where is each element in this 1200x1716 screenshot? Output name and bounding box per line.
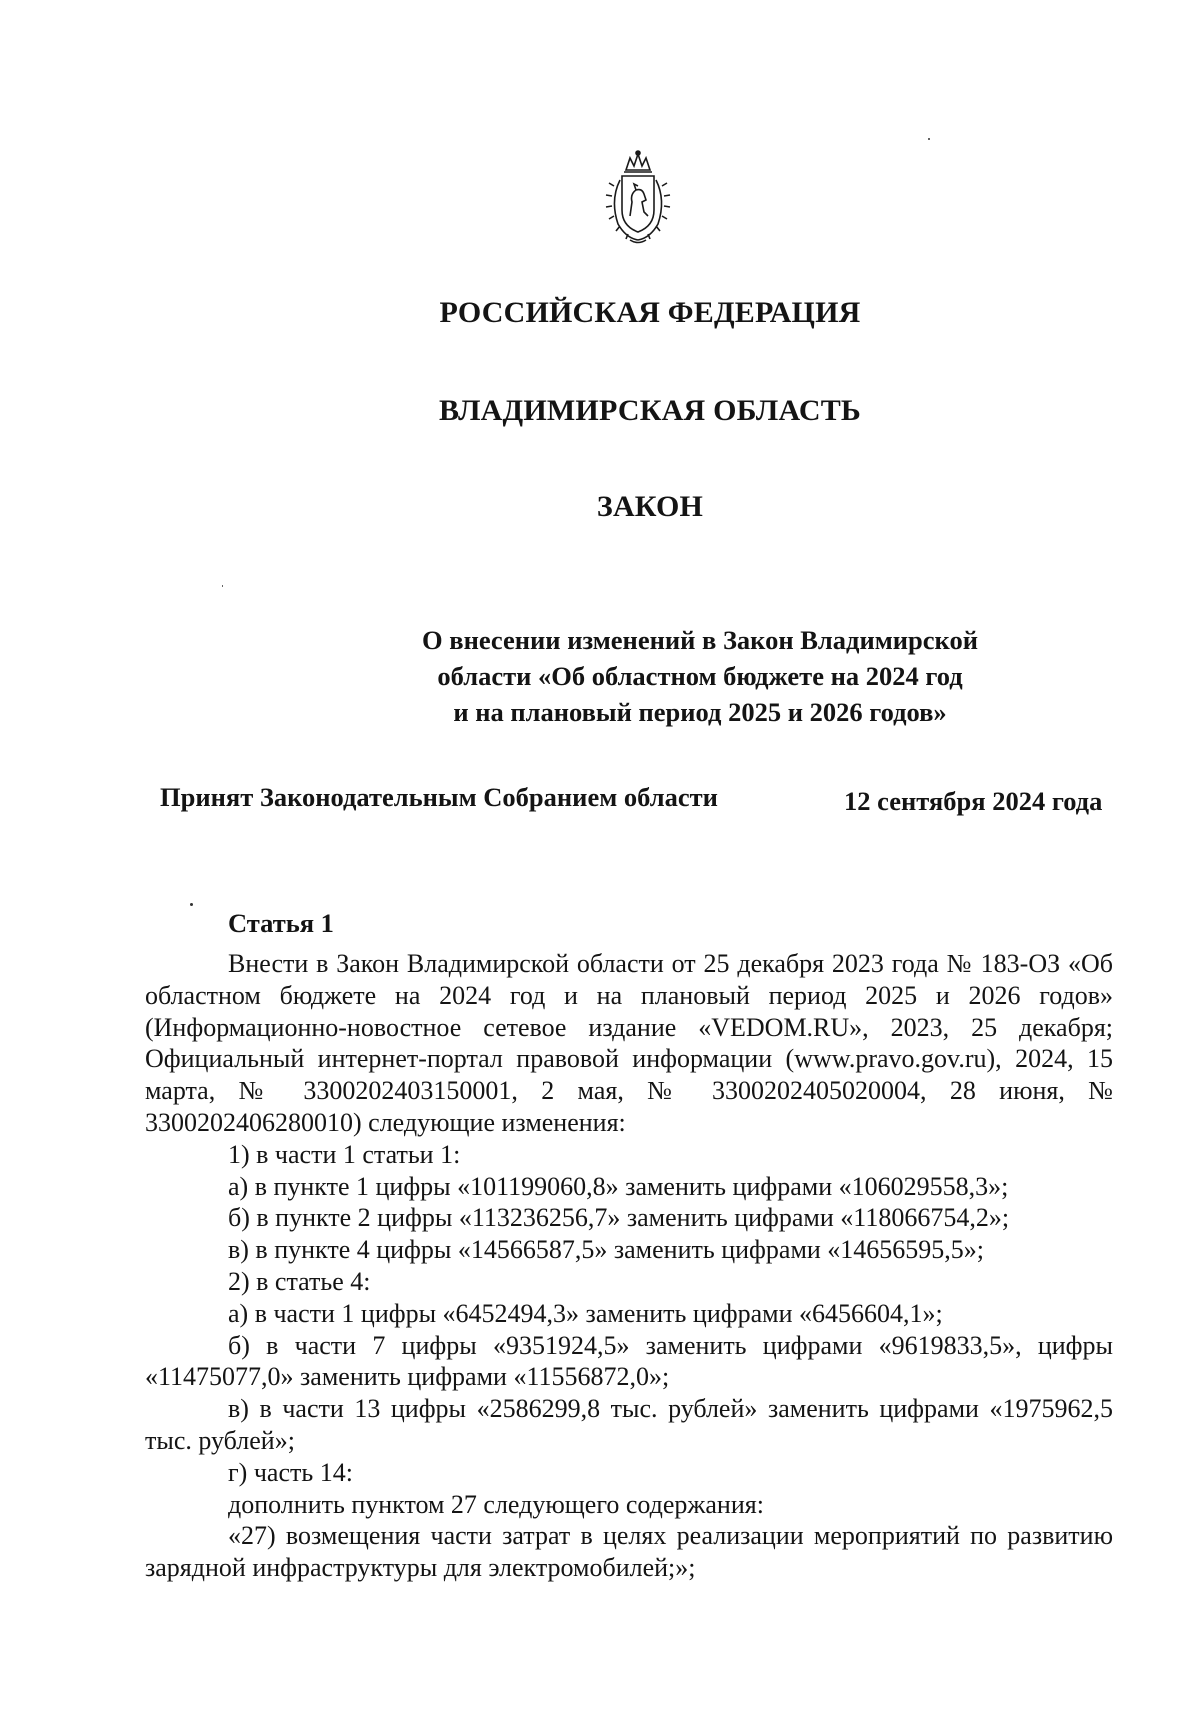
law-title-line: О внесении изменений в Закон Владимирской [422, 625, 978, 655]
article-paragraph: а) в пункте 1 цифры «101199060,8» заменить цифрами «106029558,3»; [228, 1171, 1009, 1201]
article-body [145, 948, 1113, 1584]
article-paragraph: «27) возмещения части затрат в целях реализации мероприятий по развитию зарядной инфраструктуры для электромобилей;»; [145, 1521, 1113, 1583]
law-title [250, 622, 1150, 730]
article-paragraph: г) часть 14: [228, 1457, 353, 1487]
scan-speck [222, 585, 223, 587]
article-paragraph: 2) в статье 4: [228, 1266, 371, 1296]
region-heading: ВЛАДИМИРСКАЯ ОБЛАСТЬ [439, 394, 861, 427]
article-paragraph: б) в пункте 2 цифры «113236256,7» заменить цифрами «118066754,2»; [228, 1203, 1010, 1233]
coat-of-arms-icon [600, 150, 676, 246]
article-paragraph: а) в части 1 цифры «6452494,3» заменить цифрами «6456604,1»; [228, 1298, 943, 1328]
article-paragraph: в) в части 13 цифры «2586299,8 тыс. рублей» заменить цифрами «1975962,5 тыс. рублей»; [145, 1394, 1113, 1455]
article-paragraph: в) в пункте 4 цифры «14566587,5» заменить цифрами «14656595,5»; [228, 1235, 985, 1265]
article-paragraph: дополнить пунктом 27 следующего содержания: [228, 1489, 764, 1519]
law-title-line: и на плановый период 2025 и 2026 годов» [453, 697, 947, 727]
article-paragraph: Внести в Закон Владимирской области от 25 декабря 2023 года № 183-ОЗ «Об областном бюджете на 2024 год и на плановый период 2025 и 2026 годов» (Информационно-новостное сетевое издание «VEDOM.RU», 2023, 25 декабря; Официальный интернет-портал правовой информации (www.pravo.gov.ru), 2024, 15 марта, № 3300202403150001, 2 мая, № 3300202405020004, 28 июня, № 3300202406280010) следующие изменения: [145, 949, 1113, 1137]
article-paragraph: б) в части 7 цифры «9351924,5» заменить цифрами «9619833,5», цифры «11475077,0» заменить цифрами «11556872,0»; [145, 1330, 1113, 1392]
adoption-date: 12 сентября 2024 года [844, 786, 1103, 816]
scan-speck [190, 903, 193, 906]
scan-speck [928, 138, 930, 140]
adoption-statement: Принят Законодательным Собранием области [160, 782, 718, 812]
article-paragraph: 1) в части 1 статьи 1: [228, 1139, 461, 1169]
document-type-heading: ЗАКОН [596, 490, 704, 523]
article-title: Статья 1 [228, 908, 334, 938]
law-title-line: области «Об областном бюджете на 2024 год [437, 661, 963, 691]
country-heading: РОССИЙСКАЯ ФЕДЕРАЦИЯ [439, 296, 861, 329]
